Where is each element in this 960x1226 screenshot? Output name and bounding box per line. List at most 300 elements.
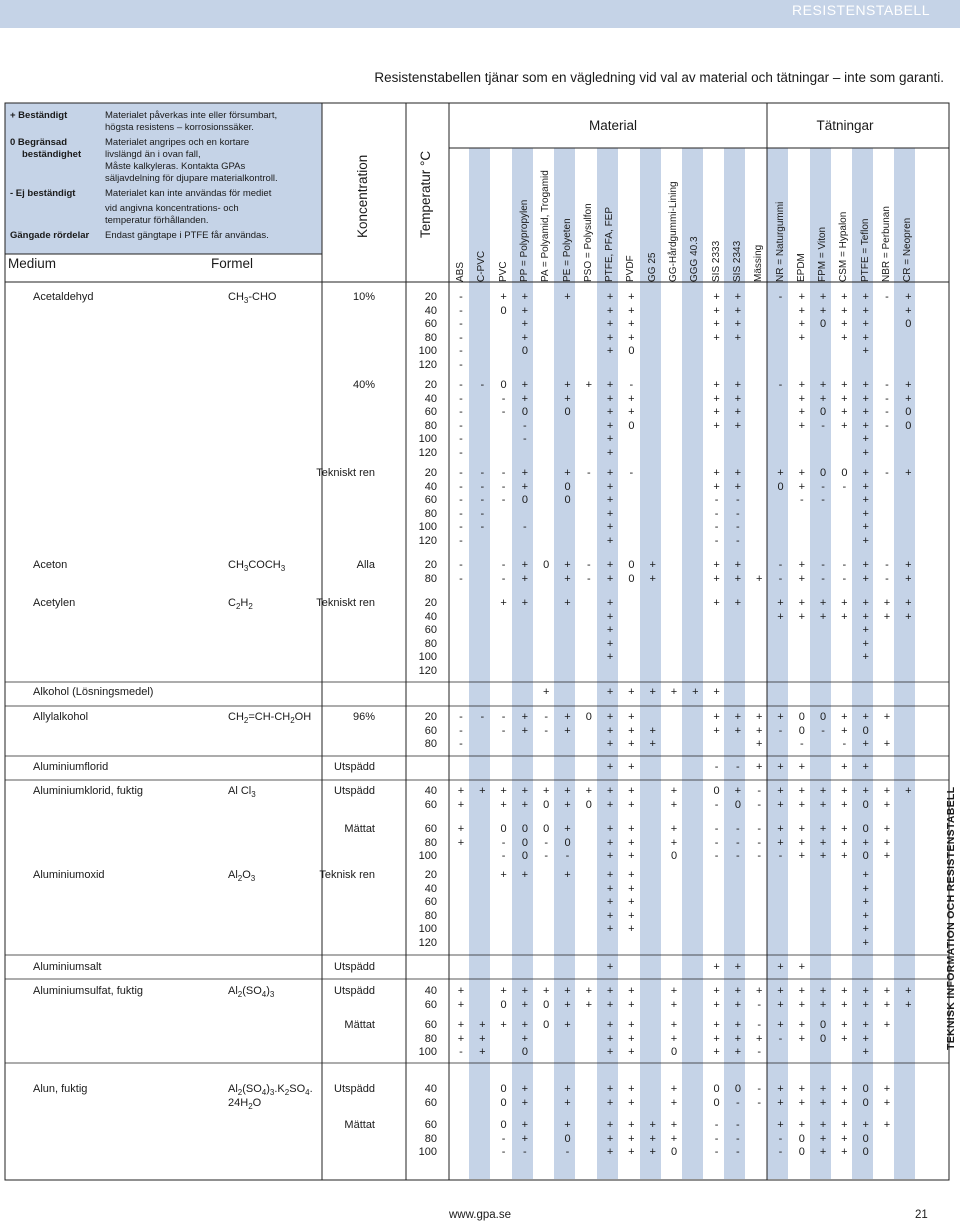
resistance-cell: - [501, 559, 506, 571]
resistance-cell: + [521, 785, 529, 797]
resistance-cell: - [736, 836, 740, 849]
resistance-cell: + [862, 480, 869, 493]
resistance-cell: + [521, 798, 529, 811]
resistance-cell: + [606, 1119, 614, 1131]
resistance-cell: + [798, 379, 806, 391]
resistance-cell: + [862, 624, 869, 636]
resistance-cell: 0 [820, 711, 827, 723]
medium-formula: Al $Cl_3$ [228, 785, 256, 800]
resistance-cell: - [480, 494, 485, 506]
temperature: 100 [418, 1146, 437, 1158]
resistance-cell: - [778, 1146, 783, 1158]
concentration: 10% [352, 291, 375, 303]
resistance-cell: - [885, 392, 889, 405]
resistance-cell: + [521, 998, 529, 1011]
resistance-cell: 0 [734, 798, 741, 811]
resistance-cell: - [459, 559, 463, 571]
resistance-cell: + [862, 304, 869, 317]
resistance-cell: - [842, 559, 847, 571]
resistance-cell: - [629, 379, 634, 391]
resistance-cell: 0 [500, 1083, 507, 1095]
resistance-cell: + [841, 985, 848, 997]
resistance-cell: + [670, 686, 678, 698]
resistance-cell: - [757, 836, 762, 849]
legend-key: Gängade rördelar [10, 230, 90, 241]
resistance-cell: + [521, 869, 529, 881]
resistance-cell: - [736, 761, 740, 773]
resistance-cell: - [799, 494, 804, 506]
subtitle: Resistenstabellen tjänar som en vägledning vid val av material och tätningar – inte som garanti. [374, 70, 944, 85]
resistance-cell: 0 [862, 798, 869, 811]
resistance-cell: - [757, 785, 762, 797]
concentration: Mättat [344, 1019, 375, 1031]
resistance-cell: 0 [500, 1119, 507, 1131]
resistance-cell: - [459, 572, 463, 585]
resistance-cell: - [501, 494, 506, 506]
legend-key: + Beständigt [10, 110, 68, 121]
resistance-cell: 0 [862, 850, 869, 862]
resistance-cell: + [755, 724, 763, 737]
resistance-cell: + [628, 923, 635, 935]
column-header: CR = Neopren [902, 217, 914, 282]
resistance-cell: + [521, 1096, 529, 1109]
resistance-cell: + [606, 597, 614, 609]
column-header: C-PVC [476, 250, 488, 282]
temperature: 40 [424, 480, 437, 493]
side-text: TEKNISK INFORMATION OCH RESISTENSTABELL [945, 786, 957, 1050]
resistance-cell: + [777, 761, 784, 773]
resistance-cell: + [606, 909, 614, 922]
resistance-cell: + [798, 291, 806, 303]
resistance-cell: + [734, 711, 742, 723]
resistance-cell: - [501, 1132, 506, 1145]
resistance-cell: + [862, 923, 869, 935]
resistance-cell: + [606, 534, 614, 547]
concentration: Utspädd [334, 961, 375, 973]
resistance-cell: + [883, 738, 891, 750]
resistance-cell: - [821, 572, 825, 585]
resistance-cell: + [841, 610, 848, 623]
resistance-cell: 0 [543, 1019, 550, 1031]
resistance-cell: + [734, 331, 742, 344]
temperature: 20 [424, 379, 437, 391]
resistance-cell: + [606, 419, 614, 432]
resistance-cell: - [799, 738, 804, 750]
resistance-cell: + [628, 331, 635, 344]
resistance-cell: + [564, 1119, 571, 1131]
resistance-cell: + [713, 1032, 720, 1045]
temperature: 60 [424, 624, 437, 636]
resistance-cell: + [777, 597, 784, 609]
temperature: 80 [424, 836, 437, 849]
resistance-cell: + [777, 985, 784, 997]
resistance-cell: - [501, 1146, 506, 1158]
resistance-cell: + [606, 785, 614, 797]
medium-name: Allylalkohol [33, 711, 89, 723]
resistance-cell: + [883, 597, 891, 609]
resistance-cell: 0 [628, 345, 635, 357]
resistance-cell: - [459, 534, 463, 547]
temperature: 60 [424, 724, 437, 737]
resistance-cell: 0 [905, 419, 912, 432]
resistance-cell: + [798, 406, 806, 418]
resistance-cell: + [734, 998, 742, 1011]
legend-desc: vid angivna koncentrations- och [105, 203, 239, 214]
resistance-cell: 0 [820, 1019, 827, 1031]
temperature: 80 [424, 637, 437, 650]
resistance-cell: + [734, 572, 742, 585]
resistance-cell: + [500, 798, 507, 811]
temperature: 80 [424, 572, 437, 585]
column-header: PSO = Polysulfon [582, 203, 594, 282]
resistance-cell: 0 [713, 1096, 720, 1109]
resistance-cell: + [819, 304, 827, 317]
legend-desc: Materialet påverkas inte eller försumbart, [105, 110, 278, 121]
resistance-cell: + [628, 1083, 635, 1095]
resistance-cell: - [565, 1146, 570, 1158]
resistance-cell: + [713, 318, 720, 330]
resistance-cell: + [883, 998, 891, 1011]
resistance-cell: - [842, 738, 847, 750]
temperature: 120 [418, 534, 437, 547]
resistance-cell: + [734, 467, 742, 479]
resistance-cell: + [606, 711, 614, 723]
resistance-cell: + [649, 572, 656, 585]
resistance-cell: + [734, 1032, 742, 1045]
resistance-cell: + [755, 985, 763, 997]
column-header: GG-Hårdgummi-Lining [668, 181, 679, 282]
temperature: 40 [424, 1083, 437, 1095]
resistance-cell: + [521, 318, 529, 330]
resistance-cell: + [628, 738, 635, 750]
legend-desc: Endast gängtape i PTFE får användas. [105, 230, 269, 241]
resistance-cell: + [905, 785, 912, 797]
legend-desc: Materialet kan inte användas för mediet [105, 188, 272, 199]
resistance-cell: + [862, 507, 869, 520]
resistance-cell: + [628, 985, 635, 997]
resistance-cell: + [798, 572, 806, 585]
resistance-cell: + [819, 798, 827, 811]
resistance-cell: + [905, 291, 912, 303]
temperature: 80 [424, 331, 437, 344]
resistance-cell: + [841, 836, 848, 849]
resistance-cell: + [798, 559, 806, 571]
resistance-cell: + [862, 291, 869, 303]
resistance-cell: + [777, 823, 784, 835]
resistance-cell: - [501, 480, 506, 493]
resistance-cell: + [841, 1119, 848, 1131]
resistance-cell: + [798, 836, 806, 849]
resistance-cell: + [713, 419, 720, 432]
resistance-cell: + [670, 998, 678, 1011]
temperature: 20 [424, 597, 437, 609]
resistance-cell: - [736, 534, 740, 547]
resistance-cell: + [521, 331, 529, 344]
resistance-cell: + [734, 985, 742, 997]
resistance-cell: - [757, 1096, 762, 1109]
resistance-cell: + [862, 909, 869, 922]
resistance-cell: + [713, 686, 720, 698]
resistance-cell: 0 [862, 1083, 869, 1095]
resistance-cell: - [842, 572, 847, 585]
resistance-cell: - [459, 711, 463, 723]
resistance-cell: 0 [500, 379, 507, 391]
resistance-cell: + [606, 1096, 614, 1109]
resistance-cell: - [459, 318, 463, 330]
column-header: PE = Polyeten [561, 218, 573, 282]
resistance-cell: - [459, 419, 463, 432]
resistance-cell: 0 [500, 1096, 507, 1109]
resistance-cell: + [628, 724, 635, 737]
resistance-cell: - [459, 379, 463, 391]
resistance-cell: - [480, 379, 485, 391]
resistance-cell: + [628, 291, 635, 303]
resistance-cell: + [564, 467, 571, 479]
resistance-cell: + [521, 304, 529, 317]
resistance-cell: - [459, 1046, 463, 1058]
temperature: 60 [424, 406, 437, 418]
resistance-cell: + [798, 467, 806, 479]
temperature: 40 [424, 304, 437, 317]
resistance-cell: + [606, 624, 614, 636]
resistance-cell: + [883, 1019, 891, 1031]
resistance-cell: + [734, 1046, 742, 1058]
resistance-cell: 0 [543, 823, 550, 835]
resistance-cell: 0 [500, 304, 507, 317]
temperature: 100 [418, 1046, 437, 1058]
resistance-cell: + [883, 985, 891, 997]
temperature: 40 [424, 985, 437, 997]
resistance-cell: + [777, 610, 784, 623]
resistance-cell: 0 [862, 1132, 869, 1145]
temperature: 120 [418, 936, 437, 949]
resistance-cell: + [819, 379, 827, 391]
resistance-cell: 0 [521, 406, 528, 418]
resistance-cell: 0 [585, 798, 592, 811]
resistance-cell: 0 [798, 711, 805, 723]
column-header: PP = Polypropylen [518, 199, 530, 282]
resistance-cell: + [606, 850, 614, 862]
resistance-cell: + [500, 869, 507, 881]
resistance-cell: + [862, 379, 869, 391]
resistance-cell: + [606, 1146, 614, 1158]
column-header: PVC [497, 261, 509, 282]
resistance-cell: + [798, 985, 806, 997]
resistance-cell: + [798, 823, 806, 835]
resistance-cell: + [841, 304, 848, 317]
resistance-cell: + [628, 761, 635, 773]
footer-url[interactable]: www.gpa.se [448, 1209, 511, 1221]
medium-formula: $Al_2(SO_4)_3$ [228, 985, 275, 1000]
resistance-cell: + [606, 318, 614, 330]
resistance-cell: - [501, 711, 506, 723]
resistance-cell: + [862, 572, 869, 585]
resistance-cell: + [819, 392, 827, 405]
resistance-cell: + [798, 1119, 806, 1131]
medium-name: Alkohol (Lösningsmedel) [33, 686, 154, 698]
temperature: 60 [424, 896, 437, 908]
temperature: 60 [424, 1019, 437, 1031]
resistance-cell: 0 [628, 419, 635, 432]
resistance-cell: + [862, 433, 869, 445]
resistance-cell: + [862, 467, 869, 479]
resistance-cell: - [459, 738, 463, 750]
resistance-cell: - [821, 724, 825, 737]
resistance-cell: + [713, 597, 720, 609]
column-header: PTFE = Teflon [859, 218, 871, 282]
resistance-cell: + [670, 785, 678, 797]
resistance-cell: + [585, 379, 593, 391]
resistance-cell: + [606, 869, 614, 881]
resistance-cell: + [606, 1083, 614, 1095]
temperature: 20 [424, 711, 437, 723]
resistance-cell: 0 [585, 711, 592, 723]
resistance-cell: + [606, 291, 614, 303]
resistance-cell: + [755, 761, 763, 773]
resistance-cell: + [841, 379, 848, 391]
resistance-cell: + [862, 392, 869, 405]
resistance-cell: + [479, 1032, 486, 1045]
resistance-cell: + [819, 1083, 827, 1095]
medium-name: Aceton [33, 559, 68, 571]
resistance-cell: + [713, 961, 720, 973]
resistance-cell: + [798, 785, 806, 797]
temperature: 80 [424, 909, 437, 922]
column-header: SIS 2333 [710, 240, 722, 282]
resistance-cell: + [606, 521, 614, 533]
resistance-cell: + [521, 1019, 529, 1031]
resistance-cell: + [564, 1019, 571, 1031]
resistance-cell: + [670, 1119, 678, 1131]
medium-name: Aluminiumsalt [33, 961, 102, 973]
resistance-cell: + [628, 998, 635, 1011]
temperature: 40 [424, 785, 437, 797]
resistance-cell: + [734, 318, 742, 330]
resistance-cell: + [734, 597, 742, 609]
resistance-cell: + [862, 998, 869, 1011]
resistance-cell: + [798, 1019, 806, 1031]
resistance-cell: + [564, 392, 571, 405]
resistance-cell: 0 [820, 318, 827, 330]
resistance-cell: - [459, 507, 463, 520]
resistance-cell: + [883, 1083, 891, 1095]
resistance-cell: + [819, 610, 827, 623]
resistance-cell: + [479, 1046, 486, 1058]
resistance-cell: + [798, 961, 806, 973]
concentration: Mättat [344, 1119, 375, 1131]
resistance-cell: - [459, 345, 463, 357]
resistance-cell: - [778, 1032, 783, 1045]
temperature: 60 [424, 1119, 437, 1131]
resistance-cell: + [713, 480, 720, 493]
resistance-cell: + [734, 406, 742, 418]
resistance-cell: + [649, 724, 656, 737]
temperature: 100 [418, 521, 437, 533]
resistance-cell: + [628, 1119, 635, 1131]
resistance-cell: - [544, 850, 549, 862]
resistance-cell: + [606, 882, 614, 895]
resistance-cell: + [606, 379, 614, 391]
resistance-cell: 0 [862, 823, 869, 835]
resistance-cell: 0 [628, 572, 635, 585]
resistance-cell: - [778, 572, 783, 585]
resistance-cell: - [778, 291, 783, 303]
medium-name: Acetaldehyd [33, 291, 94, 303]
temperature: 40 [424, 882, 437, 895]
resistance-cell: - [757, 798, 762, 811]
resistance-cell: + [606, 559, 614, 571]
resistance-cell: + [883, 785, 891, 797]
resistance-cell: + [479, 1019, 486, 1031]
medium-heading: Medium [8, 256, 57, 271]
resistance-cell: - [523, 1146, 527, 1158]
resistance-cell: + [883, 610, 891, 623]
resistance-cell: + [862, 869, 869, 881]
resistance-cell: + [841, 1083, 848, 1095]
resistance-cell: + [798, 480, 806, 493]
resistance-cell: + [777, 961, 784, 973]
resistance-cell: + [521, 559, 529, 571]
resistance-cell: + [883, 850, 891, 862]
column-header: CSM = Hypalon [838, 211, 850, 282]
material-heading: Material [588, 118, 637, 133]
resistance-cell: + [713, 711, 720, 723]
concentration: Utspädd [334, 785, 375, 797]
resistance-cell: 0 [521, 836, 528, 849]
resistance-cell: - [714, 1146, 719, 1158]
resistance-cell: + [798, 610, 806, 623]
resistance-cell: + [841, 291, 848, 303]
concentration: Teknisk ren [319, 869, 375, 881]
resistance-cell: + [628, 686, 635, 698]
resistance-cell: + [734, 392, 742, 405]
resistance-cell: + [628, 909, 635, 922]
resistance-cell: - [842, 480, 847, 493]
resistance-cell: + [905, 998, 912, 1011]
resistance-cell: + [862, 936, 869, 949]
resistance-cell: - [586, 467, 591, 479]
resistance-cell: + [862, 738, 869, 750]
resistance-cell: + [628, 836, 635, 849]
resistance-cell: + [841, 785, 848, 797]
concentration: 96% [352, 711, 375, 723]
resistance-cell: + [521, 379, 529, 391]
resistance-cell: + [755, 1032, 763, 1045]
resistance-cell: + [713, 392, 720, 405]
resistance-cell: - [821, 494, 825, 506]
resistance-cell: + [798, 798, 806, 811]
resistance-cell: + [862, 761, 869, 773]
temperature: 120 [418, 446, 437, 459]
resistance-cell: + [606, 446, 614, 459]
resistance-cell: + [862, 419, 869, 432]
resistance-cell: + [798, 761, 806, 773]
resistance-cell: + [777, 1019, 784, 1031]
resistance-cell: + [841, 331, 848, 344]
resistance-cell: + [628, 1146, 635, 1158]
temperature: 120 [418, 664, 437, 677]
resistance-cell: + [564, 379, 571, 391]
medium-formula: $C_2H_2$ [228, 597, 253, 612]
resistance-cell: + [713, 291, 720, 303]
resistance-cell: - [885, 379, 889, 391]
resistance-cell: + [606, 798, 614, 811]
temperature: 20 [424, 467, 437, 479]
resistance-cell: - [459, 521, 463, 533]
resistance-cell: + [819, 998, 827, 1011]
resistance-cell: - [459, 358, 463, 371]
resistance-cell: 0 [905, 318, 912, 330]
